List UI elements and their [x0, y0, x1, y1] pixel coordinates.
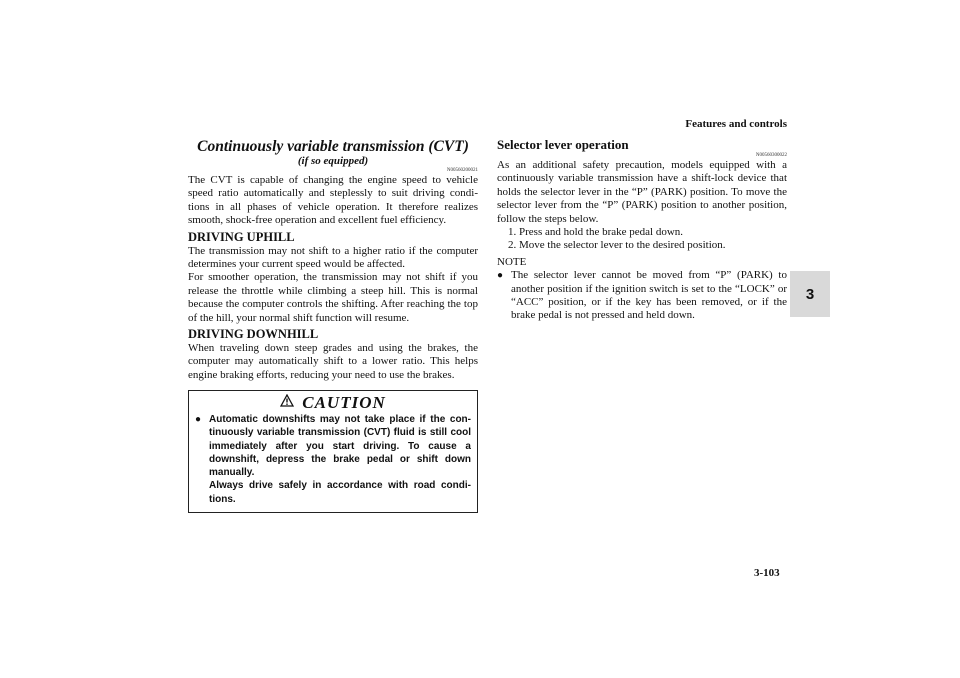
reference-code-right: N00560300022	[755, 153, 787, 158]
step-item: 1. Press and hold the brake pedal down.	[508, 226, 684, 239]
caution-box	[188, 390, 478, 512]
uphill-heading: DRIVING UPHILL	[188, 229, 295, 244]
intro-paragraph: The CVT is capable of changing the engine speed to vehicle speed ratio automatically and steplessly to suit driving condi-tions in all phases of vehicle operation. It therefore realizes smooth, shock-free operation and excellent fuel efficiency.	[188, 174, 478, 227]
downhill-heading: DRIVING DOWNHILL	[188, 327, 319, 342]
reference-code: N00560200021	[446, 168, 478, 173]
running-header: Features and controls	[685, 118, 787, 130]
caution-label: CAUTION	[302, 392, 386, 412]
warning-triangle-icon	[280, 394, 294, 411]
right-column	[497, 138, 787, 323]
selector-intro: As an additional safety precaution, models equipped with a continuously variable transmission have a shift-lock device that holds the selector lever in the “P” (PARK) position. To move the selector lever from the “P” (PARK) position to another position, follow the steps below.	[497, 159, 787, 225]
bullet-icon: ●	[195, 414, 202, 426]
note-item	[497, 269, 787, 323]
uphill-paragraph-2: For smoother operation, the transmission may not shift if you release the throttle while climbing a steep hill. This is normal because the computer controls the shifting. After reaching the top of the hill, your normal shift function will resume.	[188, 271, 478, 324]
uphill-paragraph-1: The transmission may not shift to a higher ratio if the computer determines your current speed would be affected.	[188, 244, 478, 271]
note-label: NOTE	[497, 255, 527, 268]
step-item: 2. Move the selector lever to the desired position.	[508, 239, 726, 252]
caution-text: Automatic downshifts may not take place if the con-tinuously variable transmission (CVT) fluid is still cool immediately after you start driving. To cause a downshift, depress the brake pedal or shift down manually.	[209, 414, 471, 479]
note-text: The selector lever cannot be moved from “P” (PARK) to another position if the ignition switch is set to the “LOCK” or “ACC” position, or if the key has been removed, or if the brake pedal is not pressed and held down.	[511, 269, 787, 322]
section-subtitle: (if so equipped)	[297, 155, 369, 167]
left-column	[188, 138, 478, 513]
selector-title: Selector lever operation	[497, 137, 629, 152]
bullet-icon: ●	[497, 270, 504, 282]
caution-header	[195, 391, 471, 413]
page-number: 3-103	[754, 567, 780, 579]
section-title: Continuously variable transmission (CVT)	[197, 138, 469, 155]
caution-item	[195, 413, 471, 505]
caution-text-2: Always drive safely in accordance with road condi-tions.	[209, 480, 471, 505]
steps-list	[497, 226, 787, 253]
chapter-tab: 3	[790, 271, 830, 317]
downhill-paragraph: When traveling down steep grades and using the brakes, the computer may automatically shift to a lower ratio. This helps engine braking efforts, reducing your need to use the brakes.	[188, 342, 478, 381]
